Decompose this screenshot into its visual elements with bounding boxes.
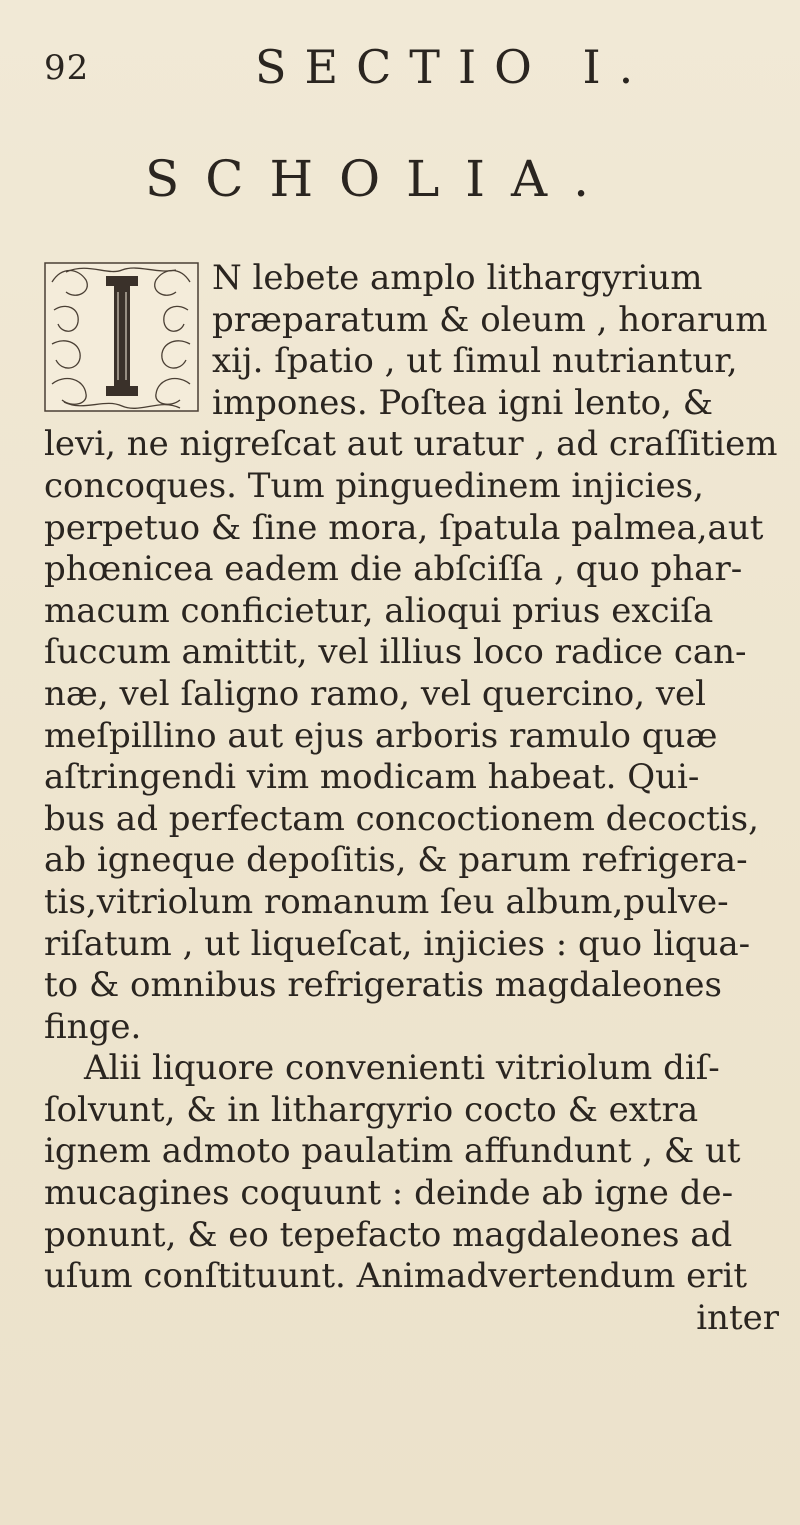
text-line: ponunt, & eo tepefacto magdaleones ad (44, 1214, 733, 1255)
text-line: riſatum , ut liqueſcat, injicies : quo liqua- (44, 923, 751, 964)
text-line: ſolvunt, & in lithargyrio cocto & extra (44, 1089, 699, 1130)
text-line: aſtringendi vim modicam habeat. Qui- (44, 757, 700, 798)
text-line: præparatum & oleum , horarum (212, 299, 768, 340)
body-text (44, 258, 779, 1339)
text-line: impones. Poſtea igni lento, & (212, 382, 713, 423)
text-line: concoques. Tum pinguedinem injicies, (44, 465, 704, 506)
text-line: tis,vitriolum romanum ſeu album,pulve- (44, 881, 729, 922)
running-head: SECTIO I. (255, 40, 652, 94)
text-line: levi, ne nigreſcat aut uratur , ad craſſitiem (44, 424, 778, 465)
text-line: meſpillino aut ejus arboris ramulo quæ (44, 715, 718, 756)
text-line: næ, vel ſaligno ramo, vel quercino, vel (44, 673, 707, 714)
section-title: SCHOLIA. (145, 150, 616, 208)
text-line: perpetuo & ſine mora, ſpatula palmea,aut (44, 507, 764, 548)
text-line: bus ad perfectam concoctionem decoctis, (44, 798, 759, 839)
text-line: ſuccum amittit, vel illius loco radice can- (44, 632, 747, 673)
text-line: to & omnibus refrigeratis magdaleones (44, 965, 722, 1006)
text-line: Alii liquore convenienti vitriolum diſ- (84, 1048, 720, 1089)
text-line: N lebete amplo lithargyrium (212, 258, 703, 298)
text-line: phœnicea eadem die abſciſſa , quo phar- (44, 549, 743, 590)
text-line: uſum conſtituunt. Animadvertendum erit (44, 1256, 748, 1297)
text-line: macum conficietur, alioqui prius exciſa (44, 590, 714, 631)
page-header (0, 40, 800, 100)
page-number: 92 (44, 48, 90, 88)
text-line: finge. (44, 1006, 142, 1047)
catchword: inter (696, 1297, 779, 1338)
text-line: ab igneque depoſitis, & parum refrigera- (44, 840, 748, 881)
text-line: mucagines coquunt : deinde ab igne de- (44, 1173, 734, 1214)
text-line: xij. ſpatio , ut ſimul nutriantur, (212, 341, 738, 382)
text-line: ignem admoto paulatim affundunt , & ut (44, 1131, 741, 1172)
